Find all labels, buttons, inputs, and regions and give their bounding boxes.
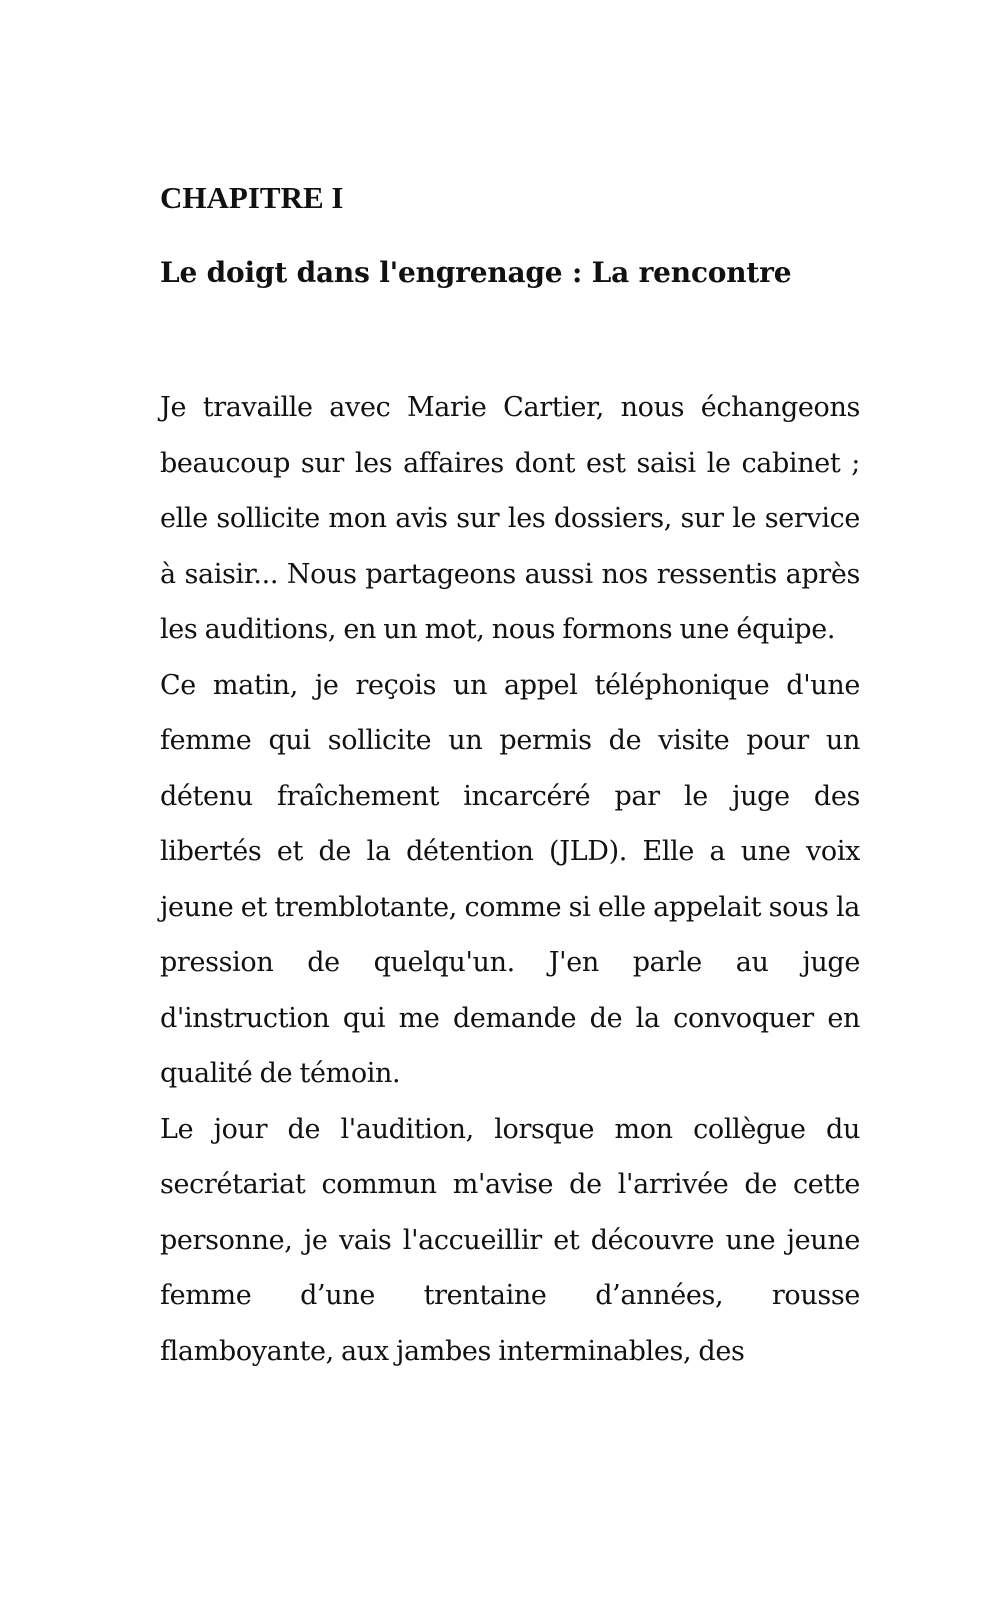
paragraph: Je travaille avec Marie Cartier, nous échangeons beaucoup sur les affaires dont est saisi le cabinet ; elle sollicite mon avis sur les dossiers, sur le service à saisir... Nous partageons aussi nos ressentis après les auditions, en un mot, nous formons une équipe. — [160, 392, 860, 645]
chapter-title: Le doigt dans l'engrenage : La rencontre — [160, 256, 792, 289]
book-page — [160, 178, 860, 1379]
chapter-body — [160, 380, 860, 1379]
paragraph: Ce matin, je reçois un appel téléphonique d'une femme qui sollicite un permis de visite pour un détenu fraîchement incarcéré par le juge des libertés et de la détention (JLD). Elle a une voix jeune et tremblotante, comme si elle appelait sous la pression de quelqu'un. J'en parle au juge d'instruction qui me demande de la convoquer en qualité de témoin. — [160, 669, 860, 1089]
chapter-heading: CHAPITRE I — [160, 180, 344, 215]
paragraph: Le jour de l'audition, lorsque mon collègue du secrétariat commun m'avise de l'arrivée de cette personne, je vais l'accueillir et découvre une jeune femme d’une trentaine d’années, rousse flamboyante, aux jambes interminables, des — [160, 1113, 860, 1367]
